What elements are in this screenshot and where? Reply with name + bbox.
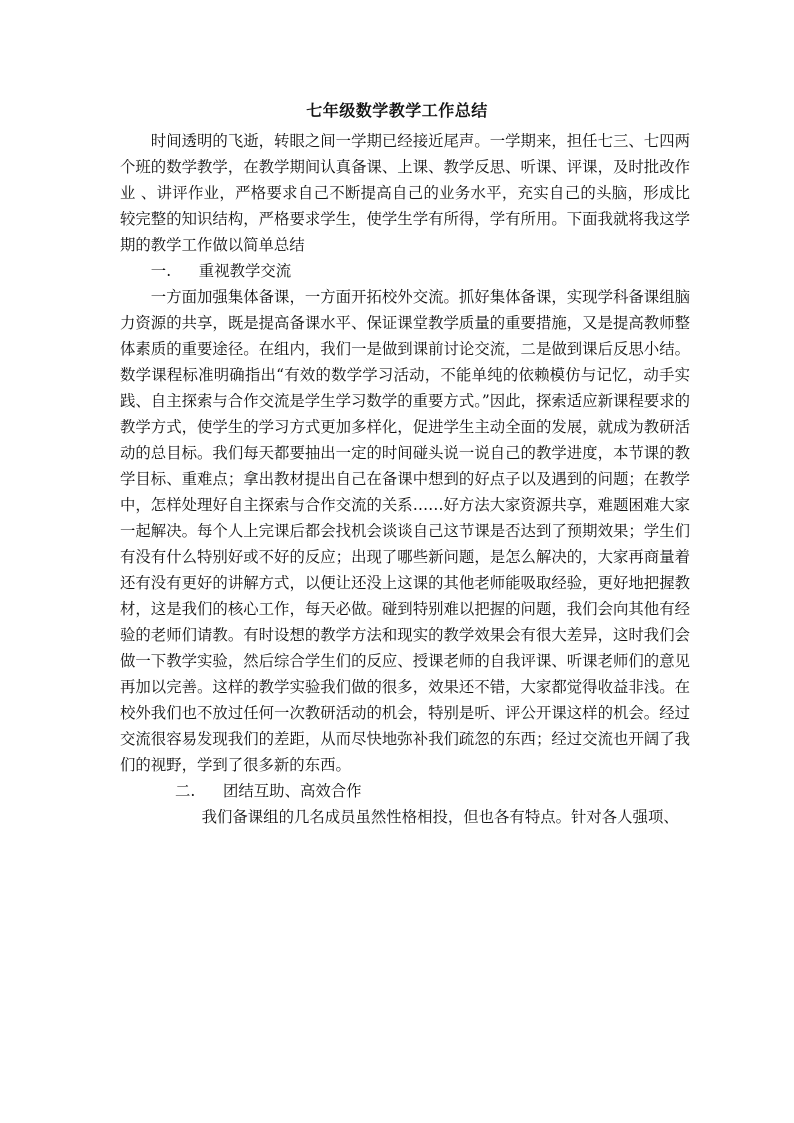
- section-number-2: 二.: [175, 782, 196, 800]
- document-title: 七年级数学教学工作总结: [306, 101, 488, 120]
- section-heading-2: [120, 778, 690, 804]
- intro-paragraph: 时间透明的飞逝，转眼之间一学期已经接近尾声。一学期来，担任七三、七四两个班的数学教学，在教学期间认真备课、上课、教学反思、听课、评课，及时批改作业 、讲评作业，严格要求自己不断提高自己的业务水平，充实自己的头脑，形成比较完整的知识结构，严格要求学生，使学生学有所得，学有所用。下面我就将我这学期的教学工作做以简单总结: [120, 132, 690, 254]
- document-body: [120, 128, 690, 830]
- section-paragraph-1: 一方面加强集体备课，一方面开拓校外交流。抓好集体备课，实现学科备课组脑力资源的共享，既是提高备课水平、保证课堂教学质量的重要措施，又是提高教师整体素质的重要途径。在组内，我们一是做到课前讨论交流，二是做到课后反思小结。数学课程标准明确指出“有效的数学学习活动，不能单纯的依赖模仿与记忆，动手实践、自主探索与合作交流是学生学习数学的重要方式。”因此，探索适应新课程要求的教学方式，使学生的学习方式更加多样化，促进学生主动全面的发展，就成为教研活动的总目标。我们每天都要抽出一定的时间碰头说一说自己的教学进度，本节课的教学目标、重难点；拿出教材提出自己在备课中想到的好点子以及遇到的问题；在教学中，怎样处理好自主探索与合作交流的关系……好方法大家资源共享，难题困难大家一起解决。每个人上完课后都会找机会谈谈自己这节课是否达到了预期效果；学生们有没有什么特别好或不好的反应；出现了哪些新问题，是怎么解决的，大家再商量着还有没有更好的讲解方式，以便让还没上这课的其他老师能吸取经验，更好地把握教材，这是我们的核心工作，每天必做。碰到特别难以把握的问题，我们会向其他有经验的老师们请教。有时设想的教学方法和现实的教学效果会有很大差异，这时我们会做一下教学实验，然后综合学生们的反应、授课老师的自我评课、听课老师们的意见再加以完善。这样的教学实验我们做的很多，效果还不错，大家都觉得收益非浅。在校外我们也不放过任何一次教研活动的机会，特别是听、评公开课这样的机会。经过交流很容易发现我们的差距，从而尽快地弥补我们疏忽的东西；经过交流也开阔了我们的视野，学到了很多新的东西。: [120, 288, 690, 774]
- section-paragraph-2: 我们备课组的几名成员虽然性格相投，但也各有特点。针对各人强项、: [201, 808, 679, 826]
- section-title-2: 团结互助、高效合作: [223, 782, 362, 800]
- section-number-1: 一.: [150, 262, 172, 280]
- section-heading-1: [120, 258, 690, 284]
- section-title-1: 重视教学交流: [198, 262, 292, 280]
